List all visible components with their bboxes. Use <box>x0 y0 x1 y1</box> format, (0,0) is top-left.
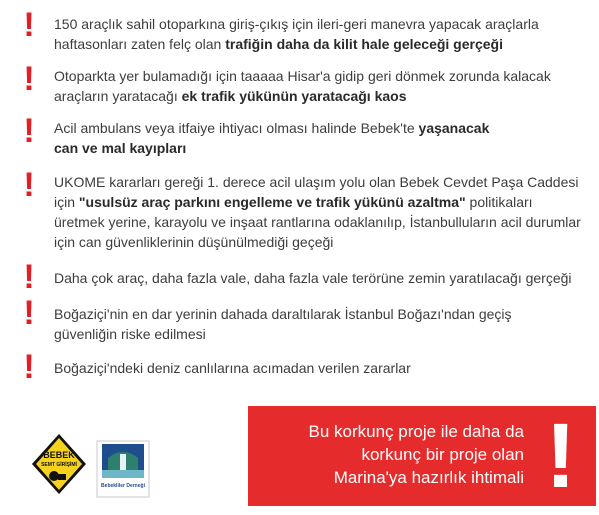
exclamation-icon: ! <box>23 258 35 296</box>
item-plain: Acil ambulans veya itfaiye ihtiyacı olması halinde Bebek'te <box>54 120 419 136</box>
item-plain: Otoparkta yer bulamadığı için taaaaa Hisar'a gidip geri dönmek zorunda kalacak araçların yaratacağı <box>54 68 551 104</box>
bebek-semt-girisimi-logo <box>30 432 88 500</box>
item-bold: ek trafik yükünün yaratacağı kaos <box>181 88 407 104</box>
item-text <box>54 304 554 344</box>
item-plain: 150 araçlık sahil otoparkına giriş-çıkış için ileri-geri manevra yapacak araçlarla haftasonları zaten felç olan <box>54 16 539 52</box>
item-plain: UKOME kararları gereği 1. derece acil ulaşım yolu olan Bebek Cevdet Paşa Caddesi için <box>54 174 579 210</box>
logo2-text: Bebekliler Derneği <box>101 483 145 489</box>
item-text <box>54 172 584 252</box>
exclamation-icon: ! <box>23 112 35 150</box>
item-text <box>54 14 594 54</box>
item-text <box>54 66 594 106</box>
logo1-title: BEBEK <box>43 450 75 460</box>
item-plain: Boğaziçi'nin en dar yerinin dahada daraltılarak İstanbul Boğazı'ndan geçiş güvenliğin riske edilmesi <box>54 306 512 342</box>
exclamation-icon: ! <box>23 60 35 98</box>
item-bold: trafiğin daha da kilit hale geleceği gerçeği <box>225 36 503 52</box>
exclamation-icon: ! <box>23 166 35 204</box>
exclamation-icon: ! <box>23 6 35 44</box>
banner-line: Bu korkunç proje ile daha da <box>308 422 524 441</box>
item-bold: "usulsüz araç parkını engelleme ve trafik yükünü azaltma" <box>78 194 466 210</box>
exclamation-icon: ! <box>23 348 35 386</box>
bebekliler-dernegi-logo <box>96 440 150 498</box>
item-plain: Boğaziçi'ndeki deniz canlılarına acımadan verilen zararlar <box>54 360 411 376</box>
banner-line: korkunç bir proje olan <box>361 445 524 464</box>
item-plain: Daha çok araç, daha fazla vale, daha fazla vale terörüne zemin yaratılacağı gerçeği <box>54 270 572 286</box>
marina-warning-banner <box>248 406 596 506</box>
banner-line: Marina'ya hazırlık ihtimali <box>333 468 524 487</box>
exclamation-icon: ! <box>23 294 35 332</box>
item-text <box>54 358 594 378</box>
item-text <box>54 118 514 158</box>
banner-text <box>254 420 524 489</box>
logo1-subtitle: SEMT GİRİŞİMİ <box>41 462 77 468</box>
exclamation-icon: ! <box>545 405 576 507</box>
item-bold: yaşanacak can ve mal kayıpları <box>54 120 490 156</box>
item-after: politikaları üretmek yerine, karayolu ve inşaat rantlarına odaklanılıp, İstanbulluların acil durumlar için can güvenliklerinin düşünülmediği geçeği <box>54 194 581 250</box>
item-text <box>54 268 594 288</box>
